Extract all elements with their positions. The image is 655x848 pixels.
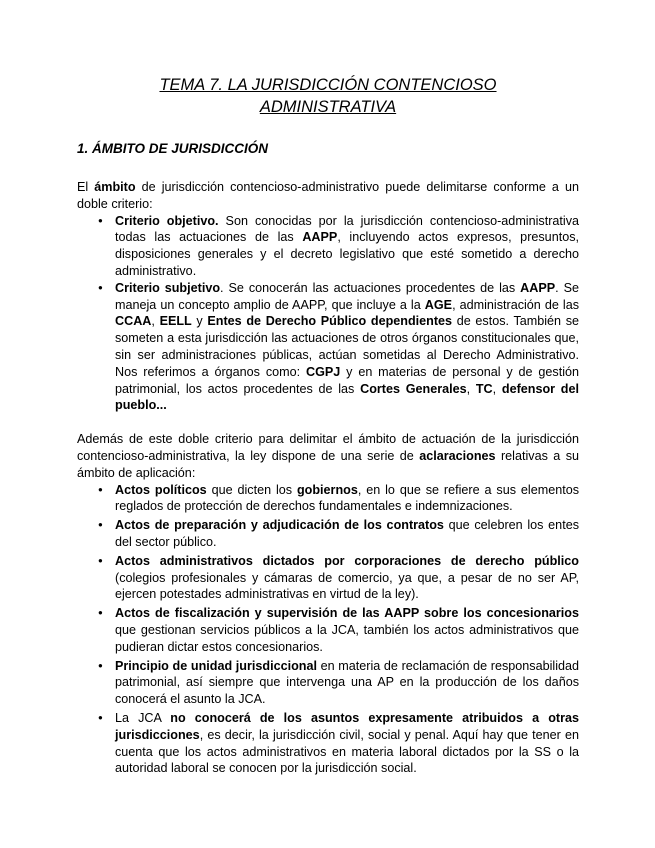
- list-item: ● Actos políticos que dicten los gobiernos, en lo que se refiere a sus elementos reglados de protección de derechos fundamentales e indemnizaciones.: [115, 482, 579, 516]
- clarifications-list: [77, 482, 579, 778]
- criteria-list: [77, 213, 579, 415]
- list-item: ● Actos de fiscalización y supervisión de las AAPP sobre los concesionarios que gestionan servicios públicos a la JCA, también los actos administrativos que pudieran dictar estos concesionarios.: [115, 605, 579, 655]
- list-item: ● Actos de preparación y adjudicación de los contratos que celebren los entes del sector público.: [115, 517, 579, 551]
- list-item: ● Actos administrativos dictados por corporaciones de derecho público (colegios profesionales y cámaras de comercio, ya que, a pesar de no ser AP, ejercen potestades administrativas en virtud de la ley).: [115, 553, 579, 603]
- page-title: [77, 74, 579, 118]
- clarifications-paragraph: Además de este doble criterio para delimitar el ámbito de actuación de la jurisdicción contencioso-administrativa, la ley dispone de una serie de aclaraciones relativas a su ámbito de aplicación:: [77, 432, 579, 480]
- intro-paragraph: El ámbito de jurisdicción contencioso-administrativo puede delimitarse conforme a un doble criterio:: [77, 180, 579, 211]
- section-heading: 1. ÁMBITO DE JURISDICCIÓN: [77, 141, 269, 156]
- list-item: ● La JCA no conocerá de los asuntos expresamente atribuidos a otras jurisdicciones, es decir, la jurisdicción civil, social y penal. Aquí hay que tener en cuenta que los actos administrativos en materia laboral dictados por la SS o la autoridad laboral se conocen por la jurisdicción social.: [115, 710, 579, 777]
- list-item: ● Criterio subjetivo. Se conocerán las actuaciones procedentes de las AAPP. Se maneja un concepto amplio de AAPP, que incluye a la AGE, administración de las CCAA, EELL y Entes de Derecho Público dependientes de estos. También se someten a esta jurisdicción las actuaciones de otros órganos constitucionales que, sin ser administraciones públicas, actúan sometidas al Derecho Administrativo. Nos referimos a órganos como: CGPJ y en materias de personal y de gestión patrimonial, los actos procedentes de las Cortes Generales, TC, defensor del pueblo...: [115, 280, 579, 414]
- title-line-2: ADMINISTRATIVA: [259, 98, 397, 116]
- list-item: ● Principio de unidad jurisdiccional en materia de reclamación de responsabilidad patrimonial, así siempre que intervenga una AP en la producción de los daños conocerá el asunto la JCA.: [115, 658, 579, 708]
- document-page: [77, 74, 579, 779]
- list-item: ● Criterio objetivo. Son conocidas por la jurisdicción contencioso-administrativa todas las actuaciones de las AAPP, incluyendo actos expresos, presuntos, disposiciones generales y el decreto legislativo que esté sometido a derecho administrativo.: [115, 213, 579, 280]
- title-line-1: TEMA 7. LA JURISDICCIÓN CONTENCIOSO: [159, 76, 497, 94]
